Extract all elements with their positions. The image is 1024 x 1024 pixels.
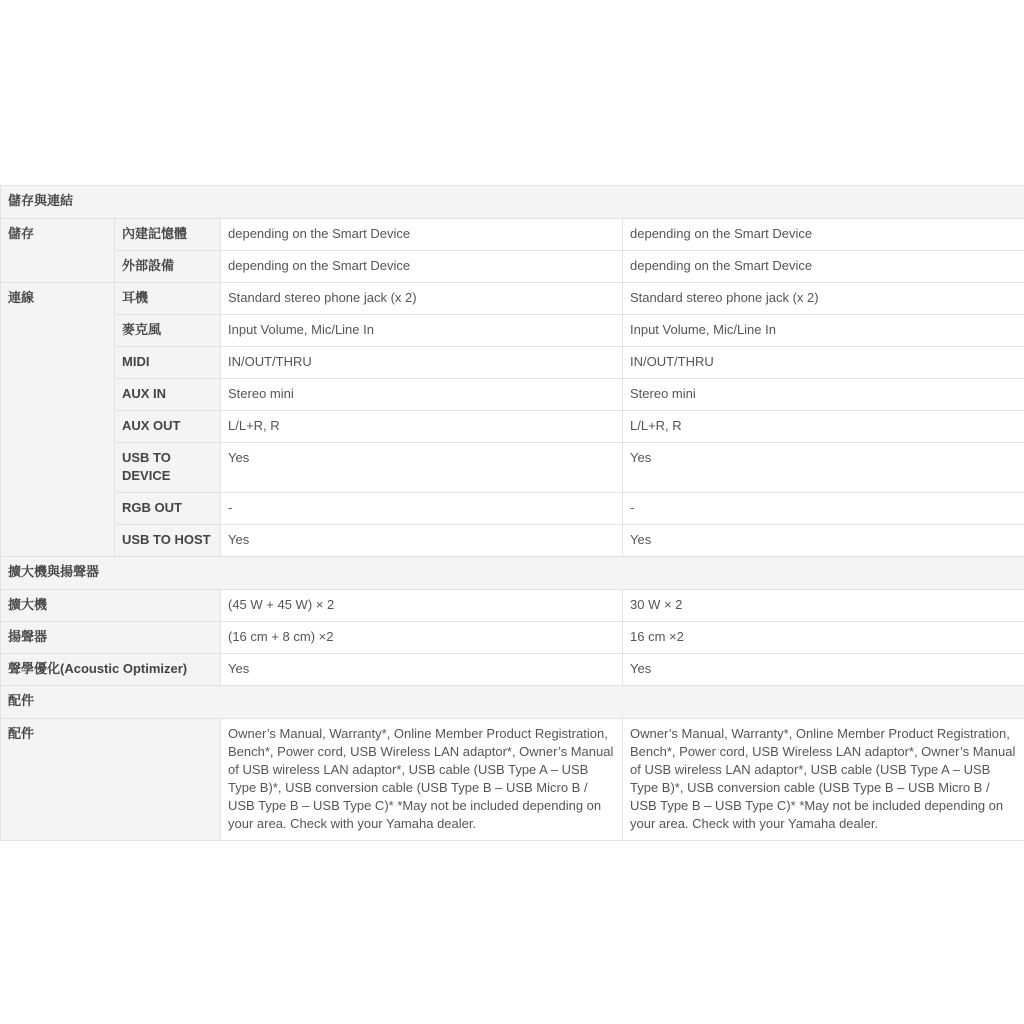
section-header [1, 186, 1024, 219]
spec-label: RGB OUT [115, 493, 221, 525]
section-title: 配件 [1, 686, 1024, 719]
table-row [1, 219, 1024, 251]
spec-value-col2: L/L+R, R [623, 411, 1024, 443]
table-row [1, 622, 1024, 654]
category-storage: 儲存 [1, 219, 115, 283]
table-row [1, 411, 1024, 443]
spec-value-col1: Input Volume, Mic/Line In [221, 315, 623, 347]
spec-value-col1: Yes [221, 654, 623, 686]
spec-value-col2: depending on the Smart Device [623, 251, 1024, 283]
table-row [1, 379, 1024, 411]
table-row [1, 443, 1024, 493]
spec-label: 聲學優化(Acoustic Optimizer) [1, 654, 221, 686]
spec-label: 配件 [1, 719, 221, 841]
spec-value-col1: Owner’s Manual, Warranty*, Online Member Product Registration, Bench*, Power cord, USB Wireless LAN adaptor*, Owner’s Manual of USB wireless LAN adaptor*, USB cable (USB Type A – USB Type B)*, USB conversion cable (USB Type B – USB Micro B / USB Type B – USB Type C)* *May not be included depending on your area. Check with your Yamaha dealer. [221, 719, 623, 841]
spec-label: USB TO DEVICE [115, 443, 221, 493]
spec-value-col1: L/L+R, R [221, 411, 623, 443]
spec-label: 耳機 [115, 283, 221, 315]
spec-value-col2: Yes [623, 525, 1024, 557]
spec-label: 揚聲器 [1, 622, 221, 654]
spec-label: 麥克風 [115, 315, 221, 347]
spec-label: 內建記憶體 [115, 219, 221, 251]
spec-value-col1: Yes [221, 525, 623, 557]
spec-value-col1: depending on the Smart Device [221, 251, 623, 283]
spec-value-col2: IN/OUT/THRU [623, 347, 1024, 379]
section-title: 儲存與連結 [1, 186, 1024, 219]
section-title: 擴大機與揚聲器 [1, 557, 1024, 590]
spec-value-col2: Stereo mini [623, 379, 1024, 411]
spec-label: USB TO HOST [115, 525, 221, 557]
section-header [1, 557, 1024, 590]
spec-value-col2: depending on the Smart Device [623, 219, 1024, 251]
spec-value-col1: depending on the Smart Device [221, 219, 623, 251]
spec-value-col1: (45 W + 45 W) × 2 [221, 590, 623, 622]
spec-value-col2: 30 W × 2 [623, 590, 1024, 622]
spec-value-col2: Owner’s Manual, Warranty*, Online Member Product Registration, Bench*, Power cord, USB Wireless LAN adaptor*, Owner’s Manual of USB wireless LAN adaptor*, USB cable (USB Type A – USB Type B)*, USB conversion cable (USB Type B – USB Micro B / USB Type B – USB Type C)* *May not be included depending on your area. Check with your Yamaha dealer. [623, 719, 1024, 841]
spec-label: AUX IN [115, 379, 221, 411]
table-row [1, 525, 1024, 557]
spec-label: 外部設備 [115, 251, 221, 283]
spec-value-col2: - [623, 493, 1024, 525]
spec-value-col2: Yes [623, 443, 1024, 493]
spec-value-col2: Standard stereo phone jack (x 2) [623, 283, 1024, 315]
spec-value-col2: Yes [623, 654, 1024, 686]
table-row [1, 347, 1024, 379]
spec-label: AUX OUT [115, 411, 221, 443]
spec-value-col1: Yes [221, 443, 623, 493]
table-row [1, 283, 1024, 315]
spec-value-col1: Standard stereo phone jack (x 2) [221, 283, 623, 315]
spec-value-col2: 16 cm ×2 [623, 622, 1024, 654]
spec-label: MIDI [115, 347, 221, 379]
spec-label: 擴大機 [1, 590, 221, 622]
spec-value-col2: Input Volume, Mic/Line In [623, 315, 1024, 347]
spec-value-col1: IN/OUT/THRU [221, 347, 623, 379]
table-row [1, 590, 1024, 622]
spec-value-col1: (16 cm + 8 cm) ×2 [221, 622, 623, 654]
section-header [1, 686, 1024, 719]
spec-table [0, 185, 1024, 841]
table-row [1, 493, 1024, 525]
category-connectivity: 連線 [1, 283, 115, 557]
table-row [1, 719, 1024, 841]
spec-value-col1: Stereo mini [221, 379, 623, 411]
table-row [1, 315, 1024, 347]
spec-value-col1: - [221, 493, 623, 525]
table-row [1, 654, 1024, 686]
table-row [1, 251, 1024, 283]
